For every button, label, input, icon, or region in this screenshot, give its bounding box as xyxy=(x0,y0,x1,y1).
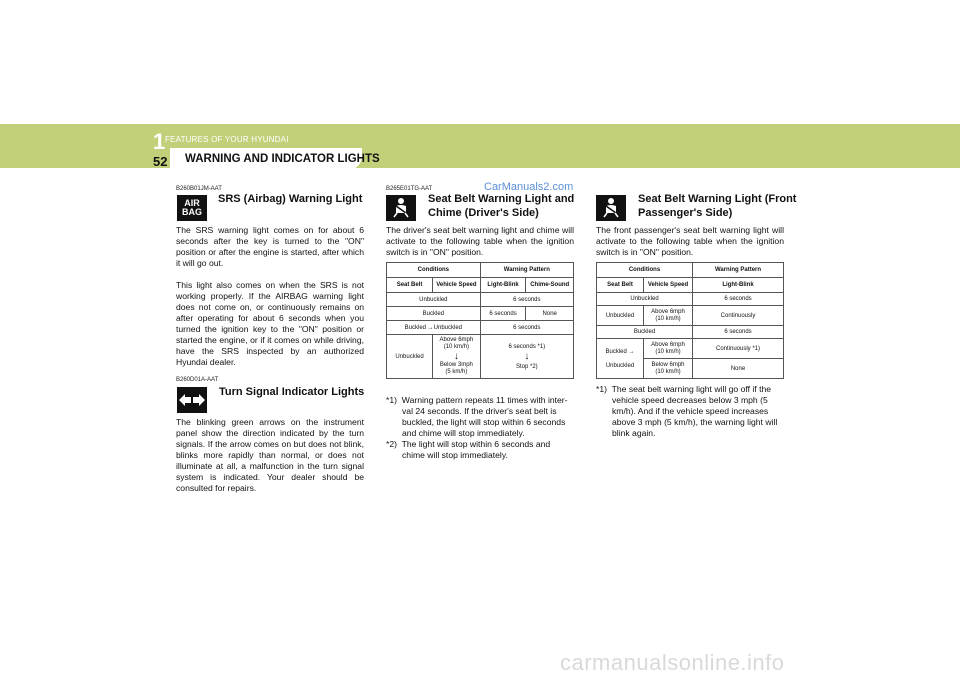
turn-para: The blinking green arrows on the instrument panel show the direction indicated by the turn signals. If the arrow comes on but does not blink, blinks more rapidly than normal, or does not illuminate at all, a malfunction in the turn signal system is indicated. Your dealer should be consulted for repairs. xyxy=(176,417,364,493)
driver-title xyxy=(428,192,574,220)
srs-title: SRS (Airbag) Warning Light xyxy=(218,193,363,205)
bottom-watermark: carmanualsonline.info xyxy=(560,650,785,675)
driver-warning-table xyxy=(386,262,574,379)
page-number: 52 xyxy=(153,154,168,169)
speed-above-kmh: (10 km/h) xyxy=(443,344,470,350)
passenger-title-2: Passenger's Side) xyxy=(638,207,733,219)
table-cell: Buckled xyxy=(387,307,481,321)
passenger-title-1: Seat Belt Warning Light (Front xyxy=(638,193,797,205)
passenger-title xyxy=(638,192,796,220)
chapter-number: 1 xyxy=(153,129,166,154)
pattern-below: Stop *2) xyxy=(515,363,538,370)
seatbelt-person-icon xyxy=(390,197,412,219)
th-seat-belt: Seat Belt xyxy=(597,278,644,293)
belt-buckled: Buckled → xyxy=(605,348,635,355)
belt-unbuckled: Unbuckled xyxy=(605,362,635,369)
turn-arrows-icon xyxy=(179,394,205,406)
fn-text: The seat belt warning light will go off if the vehicle speed decreases below 3 mph (5 km/h). And if the vehicle speed increases above 3 mph (5 km/h), the warning light will blink again. xyxy=(611,384,778,438)
th-conditions: Conditions xyxy=(387,263,481,278)
table-cell-speed xyxy=(644,359,693,379)
driver-footnotes xyxy=(386,395,574,461)
th-light-blink: Light-Blink xyxy=(480,278,526,293)
fn-text: Warning pattern repeats 11 times with inter-val 24 seconds. If the driver's seat belt is buckled, the light will stop within 6 seconds and chime will stop immediately. xyxy=(401,395,568,438)
table-cell: Unbuckled xyxy=(387,293,481,307)
table-cell: Unbuckled xyxy=(597,306,644,326)
driver-intro: The driver's seat belt warning light and chime will activate to the following table when the ignition switch is in "ON" position. xyxy=(386,225,574,257)
watermark-link[interactable]: CarManuals2.com xyxy=(484,181,574,193)
fn-label: *2) xyxy=(386,439,397,449)
driver-footnote-1 xyxy=(386,395,574,439)
srs-para-1: The SRS warning light comes on for about 6 seconds after the key is turned to the "ON" position or after the engine is started, after which it will go out. xyxy=(176,225,364,268)
srs-text xyxy=(176,225,364,379)
driver-code: B265E01TG-AAT xyxy=(386,186,433,192)
table-cell-belt xyxy=(597,339,644,379)
table-cell-speed xyxy=(644,306,693,326)
table-cell: None xyxy=(693,359,784,379)
fn-label: *1) xyxy=(596,384,607,394)
table-cell: Continuously xyxy=(693,306,784,326)
driver-footnote-2 xyxy=(386,439,574,461)
srs-para-2: This light also comes on when the SRS is not working properly. If the AIRBAG warning light does not come on, or continuously remains on after operating for about 6 seconds when you turned the ignition key to the "ON" position or started the engine, or if it comes on while driving, have the SRS inspected by an authorized Hyundai dealer. xyxy=(176,280,364,367)
speed-below-kmh: (10 km/h) xyxy=(655,368,681,375)
table-cell: Unbuckled xyxy=(597,293,693,306)
seatbelt-person-icon xyxy=(600,197,622,219)
speed-above: Above 6mph xyxy=(651,341,685,348)
th-warning-pattern: Warning Pattern xyxy=(693,263,784,278)
table-cell: Continuously *1) xyxy=(693,339,784,359)
airbag-icon-line2: BAG xyxy=(182,207,202,217)
pattern-above: 6 seconds *1) xyxy=(508,343,546,350)
passenger-footnotes xyxy=(596,384,784,439)
srs-code: B260B01JM-AAT xyxy=(176,186,222,192)
airbag-icon xyxy=(177,195,207,221)
turn-title: Turn Signal Indicator Lights xyxy=(219,386,365,398)
table-cell-pattern xyxy=(480,335,573,379)
speed-below: Below 6mph xyxy=(651,361,685,368)
th-vehicle-speed: Vehicle Speed xyxy=(644,278,693,293)
chapter-title: FEATURES OF YOUR HYUNDAI xyxy=(165,135,289,144)
driver-title-1: Seat Belt Warning Light and xyxy=(428,193,575,205)
th-chime-sound: Chime-Sound xyxy=(526,278,574,293)
speed-below-kmh: (5 km/h) xyxy=(445,369,468,375)
table-cell: 6 seconds xyxy=(480,307,526,321)
table-cell: Unbuckled xyxy=(387,335,433,379)
header-band xyxy=(0,124,960,168)
turn-code: B260D01A-AAT xyxy=(176,377,219,383)
fn-text: The light will stop within 6 seconds and chime will stop immediately. xyxy=(401,439,551,460)
down-arrow-icon: ↓ xyxy=(524,350,530,362)
table-cell: Buckled xyxy=(597,326,693,339)
passenger-warning-table xyxy=(596,262,784,379)
th-light-blink: Light-Blink xyxy=(693,278,784,293)
passenger-footnote-1 xyxy=(596,384,784,439)
th-seat-belt: Seat Belt xyxy=(387,278,433,293)
table-cell: 6 seconds xyxy=(480,293,573,307)
seatbelt-icon xyxy=(596,195,626,221)
fn-label: *1) xyxy=(386,395,397,405)
speed-above: Above 6mph xyxy=(439,337,474,343)
th-conditions: Conditions xyxy=(597,263,693,278)
table-cell-speed xyxy=(644,339,693,359)
turn-signal-icon xyxy=(177,387,207,413)
turn-text xyxy=(176,417,364,505)
table-cell-speed xyxy=(433,335,481,379)
passenger-intro: The front passenger's seat belt warning light will activate to the following table when the ignition switch is in "ON" position. xyxy=(596,225,784,257)
th-warning-pattern: Warning Pattern xyxy=(480,263,573,278)
speed-above: Above 6mph xyxy=(651,308,685,315)
table-cell: 6 seconds xyxy=(693,293,784,306)
speed-above-kmh: (10 km/h) xyxy=(655,348,681,355)
speed-above-kmh: (10 km/h) xyxy=(655,315,681,322)
speed-below: Below 3mph xyxy=(439,362,473,368)
down-arrow-icon: ↓ xyxy=(453,351,459,362)
table-cell: None xyxy=(526,307,574,321)
driver-title-2: Chime (Driver's Side) xyxy=(428,207,539,219)
seatbelt-icon xyxy=(386,195,416,221)
th-vehicle-speed: Vehicle Speed xyxy=(433,278,481,293)
airbag-icon-line1: AIR xyxy=(184,198,200,208)
table-cell: Buckled →Unbuckled xyxy=(387,321,481,335)
section-title: WARNING AND INDICATOR LIGHTS xyxy=(185,153,380,165)
table-cell: 6 seconds xyxy=(480,321,573,335)
table-cell: 6 seconds xyxy=(693,326,784,339)
